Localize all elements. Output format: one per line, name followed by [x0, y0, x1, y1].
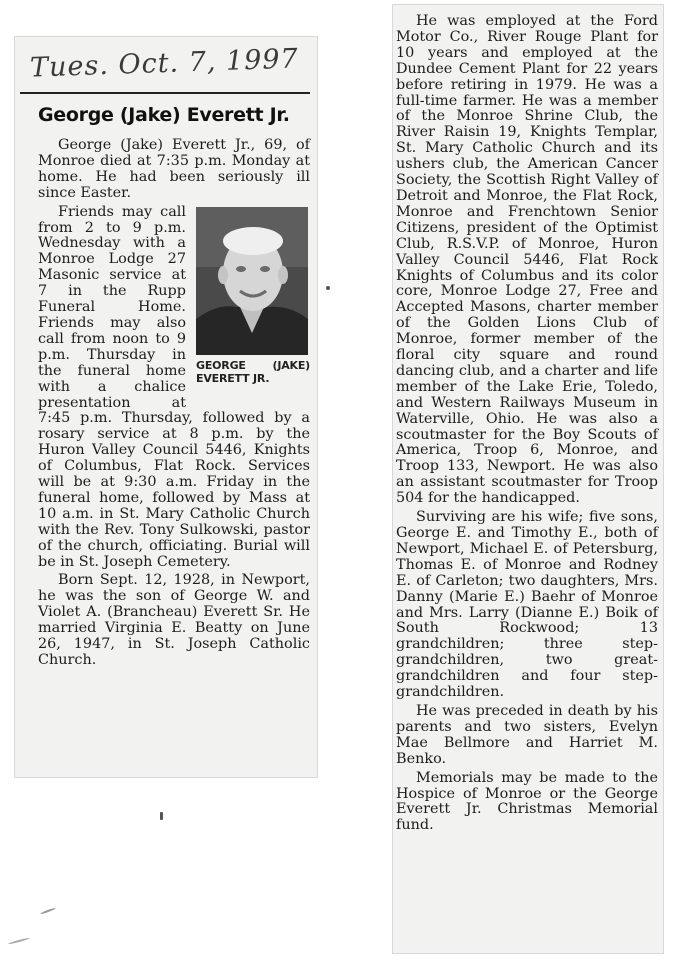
scan-speck: [40, 907, 56, 914]
scan-speck: [160, 812, 163, 820]
paragraph-biography: Born Sept. 12, 1928, in Newport, he was the son of George W. and Violet A. (Brancheau) Everett Sr. He married Virginia E. Beatty on June 26, 1947, in St. Joseph Catholic Church.: [38, 572, 310, 668]
paragraph-career-memberships: He was employed at the Ford Motor Co., River Rouge Plant for 10 years and employed at the Dundee Cement Plant for 22 years before retiring in 1979. He was a full-time farmer. He was a member of the Monroe Shrine Club, the River Raisin 19, Knights Templar, St. Mary Catholic Church and its ushers club, the American Cancer Society, the Scottish Right Valley of Detroit and Monroe, the Flat Rock, Monroe and Frenchtown Senior Citizens, president of the Optimist Club, R.S.V.P. of Monroe, Huron Valley Council 5446, Flat Rock Knights of Columbus and its color core, Monroe Lodge 27, Free and Accepted Masons, charter member of the Golden Lions Club of Monroe, former member of the floral city square and round dancing club, and a charter and life member of the Lake Erie, Toledo, and Western Railways Museum in Waterville, Ohio. He was also a scoutmaster for the Boy Scouts of America, Troop 6, Monroe, and Troop 133, Newport. He was also an assistant scoutmaster for Troop 504 for the handicapped.: [396, 13, 658, 507]
handwritten-date: Tues. Oct. 7, 1997: [29, 43, 300, 84]
photo-caption: GEORGE (JAKE) EVERETT JR.: [196, 358, 310, 385]
header-rule: [20, 92, 310, 94]
paragraph-death-notice: George (Jake) Everett Jr., 69, of Monroe died at 7:35 p.m. Monday at home. He had been seriously ill since Easter.: [38, 137, 310, 201]
portrait-photo: [196, 207, 308, 355]
scan-speck: [326, 286, 330, 290]
scan-speck: [8, 937, 30, 945]
paragraph-preceded-in-death: He was preceded in death by his parents and two sisters, Evelyn Mae Bellmore and Harriet M. Benko.: [396, 702, 658, 767]
paragraph-memorials: Memorials may be made to the Hospice of Monroe or the George Everett Jr. Christmas Memorial fund.: [396, 769, 658, 834]
obituary-headline: George (Jake) Everett Jr.: [38, 104, 290, 126]
right-column: [396, 14, 658, 834]
services-text: Friends may call from 2 to 9 p.m. Wednesday with a Monroe Lodge 27 Masonic service at 7 in the Rupp Funeral Home. Friends may also call from noon to 9 p.m. Thursday in the funeral home with a chalice presentation at 7:45 p.m. Thursday, followed by a rosary service at 8 p.m. by the Huron Valley Council 5446, Knights of Columbus, Flat Rock. Services will be at 9:30 a.m. Friday in the funeral home, followed by Mass at 10 a.m. in St. Mary Catholic Church with the Rev. Tony Sulkowski, pastor of the church, officiating. Burial will be in St. Joseph Cemetery.: [38, 203, 310, 570]
paragraph-services: [38, 205, 310, 571]
paragraph-survivors: Surviving are his wife; five sons, George E. and Timothy E., both of Newport, Michael E. of Petersburg, Thomas E. of Monroe and Rodney E. of Carleton; two daughters, Mrs. Danny (Marie E.) Baehr of Monroe and Mrs. Larry (Dianne E.) Boik of South Rockwood; 13 grandchildren; three step- grandchildren, two great-grandchildren and four step-grandchildren.: [396, 509, 658, 701]
photo-block: [192, 207, 310, 399]
left-column: [38, 138, 310, 669]
